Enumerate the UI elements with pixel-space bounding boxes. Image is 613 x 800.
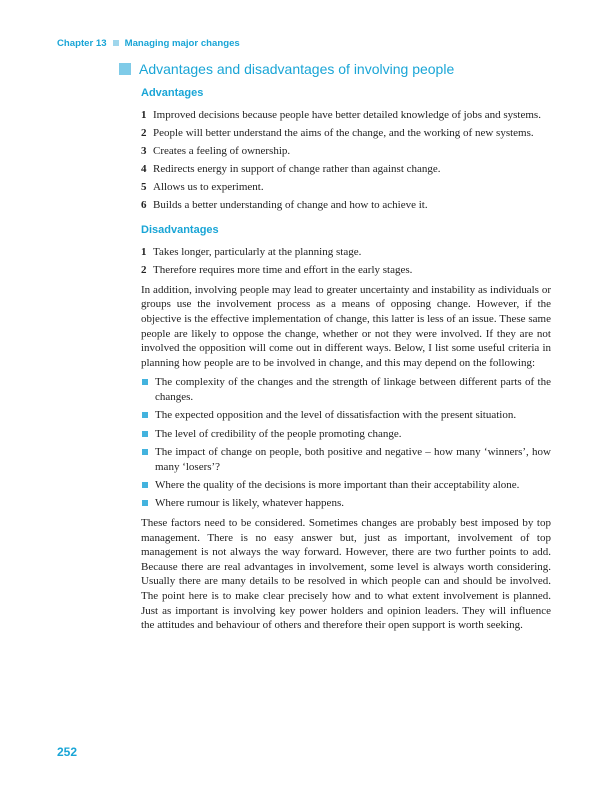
list-item — [141, 198, 551, 213]
advantages-heading: Advantages — [141, 87, 204, 99]
list-item — [141, 108, 551, 123]
list-item — [141, 162, 551, 177]
item-text: Redirects energy in support of change rather than against change. — [153, 163, 441, 176]
page-content — [141, 58, 551, 638]
page-number: 252 — [57, 745, 78, 759]
section-title-text: Advantages and disadvantages of involving people — [139, 61, 455, 77]
list-item — [141, 126, 551, 141]
item-number: 2 — [141, 127, 147, 140]
bullet-item — [141, 478, 551, 493]
list-item — [141, 263, 551, 278]
bullet-square-icon — [142, 412, 148, 418]
item-number: 6 — [141, 199, 147, 212]
body-paragraph-2: These factors need to be considered. Sometimes changes are probably best imposed by top management. There is no easy answer but, just as important, involvement of top management is not always the way forward. However, there are two further points to add. Because there are real advantages in involvement, some level is always worth considering. Usually there are many details to be resolved in which people can and should be involved. The point here is to make clear precisely how and to what extent involvement is planned. Just as important is involving key power holders and opinion leaders. They will influence the attitudes and behaviour of others and therefore their open support is worth seeking. — [141, 517, 551, 632]
list-item — [141, 245, 551, 260]
section-title — [119, 58, 551, 80]
item-text: Improved decisions because people have better detailed knowledge of jobs and systems. — [153, 109, 541, 121]
list-item — [141, 180, 551, 195]
chapter-number: Chapter 13 — [57, 38, 107, 49]
item-text: Therefore requires more time and effort in the early stages. — [153, 264, 413, 277]
item-text: Builds a better understanding of change and how to achieve it. — [153, 199, 428, 212]
bullet-square-icon — [142, 500, 148, 506]
item-number: 5 — [141, 181, 147, 194]
disadvantages-heading: Disadvantages — [141, 224, 219, 237]
bullet-item — [141, 375, 551, 404]
item-text: Takes longer, particularly at the planning stage. — [153, 246, 362, 259]
disadvantages-list — [141, 245, 551, 278]
section-square-icon — [119, 63, 131, 75]
item-number: 1 — [141, 109, 147, 121]
bullet-text: The expected opposition and the level of dissatisfaction with the present situation. — [155, 409, 517, 422]
bullet-square-icon — [142, 379, 148, 385]
item-text: People will better understand the aims of the change, and the working of new systems. — [153, 127, 534, 140]
item-number: 3 — [141, 145, 147, 158]
bullet-square-icon — [142, 431, 148, 437]
bullet-item — [141, 445, 551, 474]
criteria-list — [141, 375, 551, 511]
bullet-text: The level of credibility of the people promoting change. — [155, 427, 402, 440]
item-text: Creates a feeling of ownership. — [153, 145, 291, 158]
item-number: 1 — [141, 246, 147, 259]
running-head — [57, 38, 240, 49]
bullet-square-icon — [142, 482, 148, 488]
chapter-title: Managing major changes — [124, 38, 240, 49]
advantages-list — [141, 108, 551, 213]
bullet-text: Where the quality of the decisions is more important than their acceptability alone. — [155, 479, 520, 492]
bullet-text: The complexity of the changes and the strength of linkage between different parts of the changes. — [155, 376, 551, 403]
list-item — [141, 144, 551, 159]
item-number: 2 — [141, 264, 147, 277]
item-number: 4 — [141, 163, 147, 176]
bullet-square-icon — [142, 449, 148, 455]
item-text: Allows us to experiment. — [153, 181, 264, 194]
bullet-text: The impact of change on people, both positive and negative – how many ‘winners’, how many ‘losers’? — [155, 446, 551, 473]
separator-square-icon — [113, 40, 119, 46]
bullet-text: Where rumour is likely, whatever happens. — [155, 497, 344, 510]
body-paragraph-1: In addition, involving people may lead to greater uncertainty and instability as individuals or groups use the involvement process as a means of opposing change. However, if the objective is the effective implementation of change, this latter is less of an issue. These same people are likely to oppose the change, whether or not they were involved. If they are not involved the opposition will come out in different ways. Below, I list some useful criteria in planning how people are to be involved in change, and this may depend on the following: — [141, 283, 551, 369]
bullet-item — [141, 427, 551, 442]
bullet-item — [141, 496, 551, 511]
bullet-item — [141, 408, 551, 423]
